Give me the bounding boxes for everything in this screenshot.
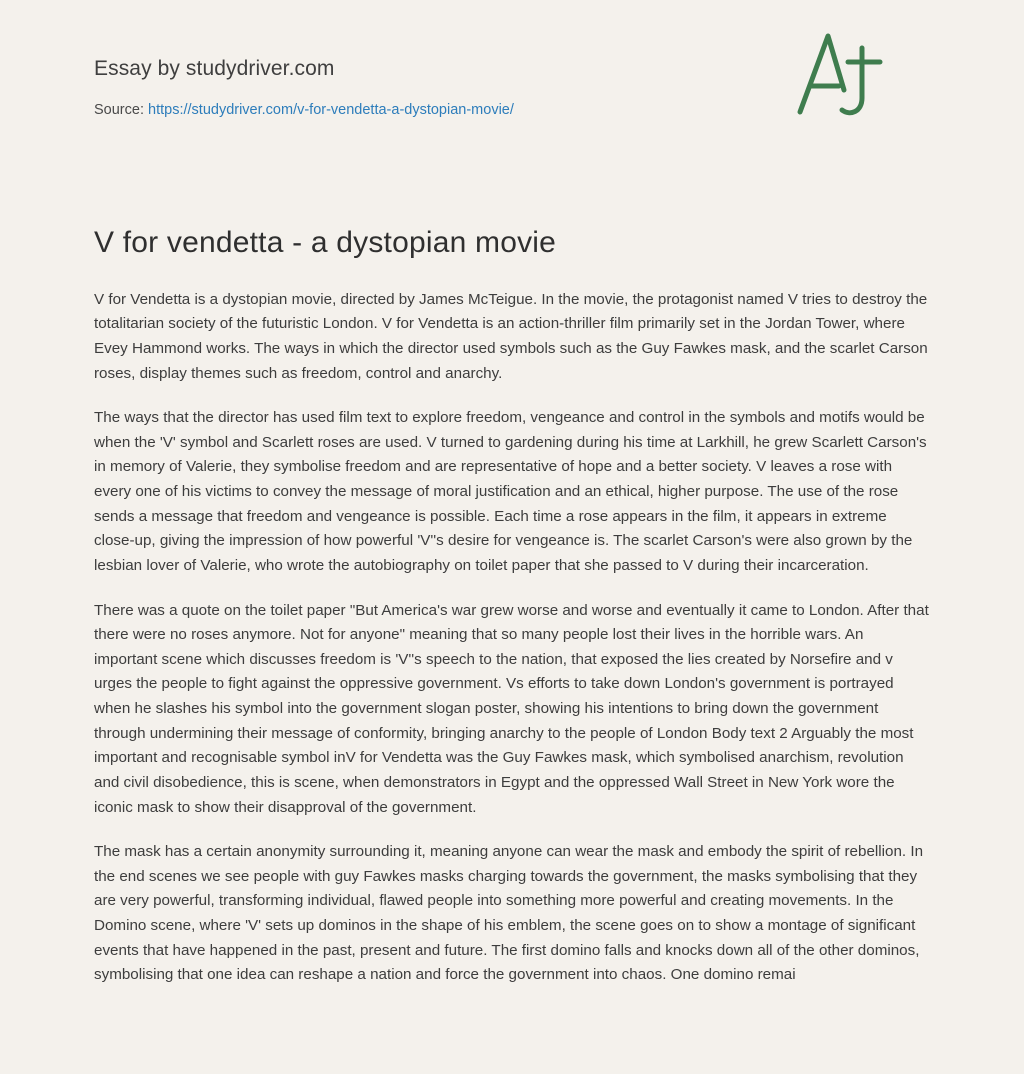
paragraph: There was a quote on the toilet paper "But America's war grew worse and worse and eventually it came to London. After that there were no roses anymore. Not for anyone" meaning that so many people lost their lives in the horrible wars. An important scene which discusses freedom is 'V''s speech to the nation, that exposed the lies created by Norsefire and v urges the people to fight against the oppressive government. Vs efforts to take down London's government is portrayed when he slashes his symbol into the government slogan poster, showing his intentions to bring down the government through undermining their message of conformity, bringing anarchy to the people of London Body text 2 Arguably the most important and recognisable symbol inV for Vendetta was the Guy Fawkes mask, which symbolised anarchism, revolution and civil disobedience, this is scene, when demonstrators in Egypt and the oppressed Wall Street in New York wore the iconic mask to show their disapproval of the government.: [94, 601, 929, 816]
paragraph: The mask has a certain anonymity surrounding it, meaning anyone can wear the mask and embody the spirit of rebellion. In the end scenes we see people with guy Fawkes masks charging towards the government, the masks symbolising that they are very powerful, transforming individual, flawed people into something more powerful and creating movements. In the Domino scene, where 'V' sets up dominos in the shape of his emblem, the scene goes on to show a montage of significant events that have happened in the past, present and future. The first domino falls and knocks down all of the other dominos, symbolising that one idea can reshape a nation and force the government into chaos. One domino remai: [94, 843, 924, 984]
document-header: [94, 0, 930, 118]
studydriver-logo: [784, 20, 904, 130]
paragraph: The ways that the director has used film text to explore freedom, vengeance and control in the symbols and motifs would be when the 'V' symbol and Scarlett roses are used. V turned to gardening during his time at Larkhill, he grew Scarlett Carson's in memory of Valerie, they symbolise freedom and are representative of hope and a better society. V leaves a rose with every one of his victims to convey the message of moral justification and an ethical, higher purpose. The use of the rose sends a message that freedom and vengeance is possible. Each time a rose appears in the film, it appears in extreme close-up, giving the impression of how powerful 'V''s desire for vengeance is. The scarlet Carson's were also grown by the lesbian lover of Valerie, who wrote the autobiography on toilet paper that she passed to V during their incarceration.: [94, 409, 927, 574]
paragraph: V for Vendetta is a dystopian movie, directed by James McTeigue. In the movie, the protagonist named V tries to destroy the totalitarian society of the futuristic London. V for Vendetta is an action-thriller film primarily set in the Jordan Tower, where Evey Hammond works. The ways in which the director used symbols such as the Guy Fawkes mask, and the scarlet Carson roses, display themes such as freedom, control and anarchy.: [94, 290, 928, 382]
source-url-link[interactable]: https://studydriver.com/v-for-vendetta-a-dystopian-movie/: [148, 102, 514, 119]
essay-by-line: Essay by studydriver.com: [94, 57, 335, 80]
page-title: V for vendetta - a dystopian movie: [94, 226, 557, 260]
document-body: [94, 288, 930, 988]
source-label: Source:: [94, 102, 144, 119]
